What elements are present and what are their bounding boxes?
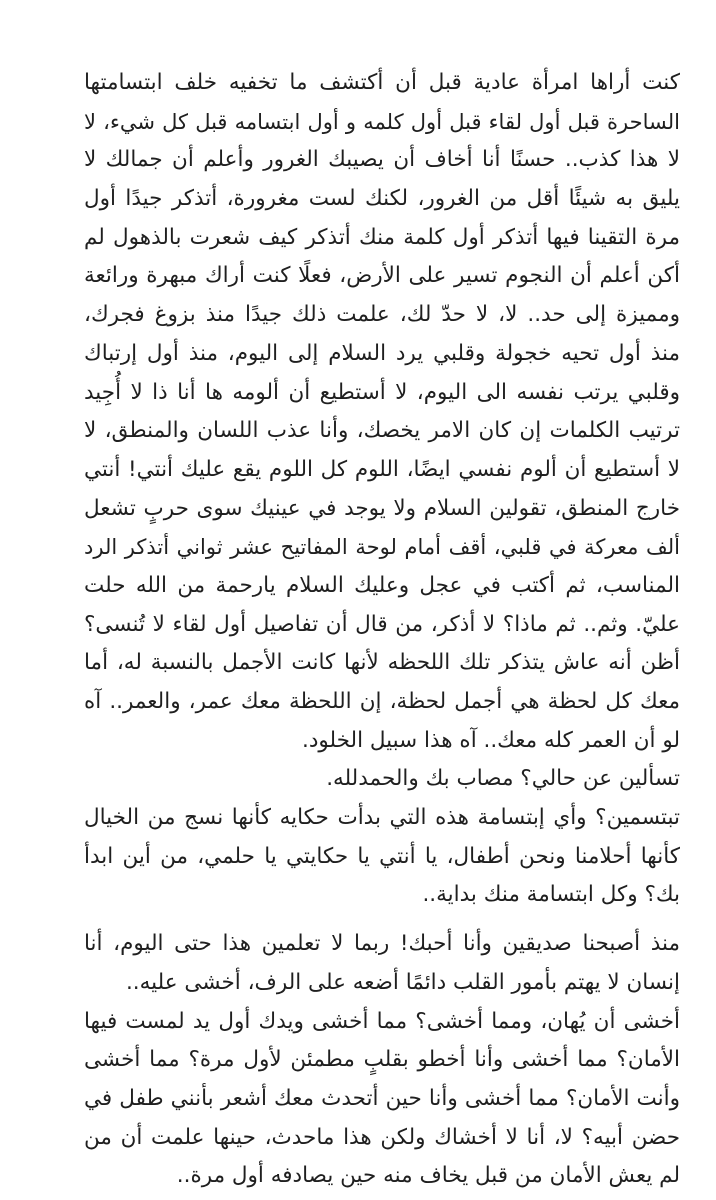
text-line: المناسب، ثم أكتب في عجل وعليك السلام يارحمة من الله حلت — [84, 572, 680, 598]
text-line: تبتسمين؟ وأي إبتسامة هذه التي بدأت حكايه كأنها نسج من الخيال — [84, 805, 680, 831]
text-line: لا هذا كذب.. حسنًا أنا أخاف أن يصيبك الغرور وأعلم أن جمالك لا — [84, 147, 680, 173]
text-line: الأمان؟ مما أخشى وأنا أخطو بقلبٍ مطمئن لأول مرة؟ مما أخشى — [84, 1047, 680, 1073]
text-line: لم يعش الأمان من قبل يخاف منه حين يصادفه أول مرة.. — [176, 1163, 680, 1189]
text-line: كنت أراها امرأة عادية قبل أن أكتشف ما تخفيه خلف ابتسامتها — [84, 70, 680, 95]
text-line: مرة التقينا فيها أتذكر أول كلمة منك أتذكر كيف شعرت بالذهول لم — [84, 224, 680, 250]
text-line: أظن أنه عاش يتذكر تلك اللحظه لأنها كانت الأجمل بالنسبة له، أما — [84, 650, 680, 676]
text-line: يليق به شيئًا أقل من الغرور، لكنك لست مغرورة، أتذكر جيدًا أول — [84, 186, 680, 212]
text-line: عليّ. وثم.. ثم ماذا؟ لا أذكر، من قال أن تفاصيل أول لقاء لا تُنسى؟ — [84, 611, 680, 637]
text-line: إنسان لا يهتم بأمور القلب دائمًا أضعه على الرف، أخشى عليه.. — [125, 969, 680, 995]
text-line: ومميزة إلى حد.. لا، لا حدّ لك، علمت ذلك جيدًا منذ بزوغ فجرك، — [84, 302, 680, 328]
text-line: أخشى أن يُهان، ومما أخشى؟ مما أخشى ويدك أول يد لمست فيها — [84, 1008, 680, 1034]
text-page — [84, 64, 680, 1196]
paragraph-2 — [84, 925, 680, 1196]
text-line: خارج المنطق، تقولين السلام ولا يوجد في عينيك سوى حربٍ تشعل — [84, 495, 680, 521]
text-line: وأنت الأمان؟ مما أخشى وأنا حين أتحدث معك أشعر بأنني طفل في — [84, 1085, 680, 1111]
text-line: وقلبي يرتب نفسه الى اليوم، لا أستطيع أن ألومه ها أنا ذا لا أُجِيد — [84, 379, 680, 405]
text-line: حضن أبيه؟ لا، أنا لا أخشاك ولكن هذا ماحدث، حينها علمت أن من — [84, 1124, 680, 1150]
text-line: الساحرة قبل أول لقاء قبل أول كلمه و أول ابتسامه قبل كل شيء، لا — [84, 109, 680, 134]
text-line: لو أن العمر كله معك.. آه هذا سبيل الخلود. — [302, 727, 680, 753]
text-line: أكن أعلم أن النجوم تسير على الأرض، فعلًا كنت أراك مبهرة ورائعة — [84, 263, 680, 289]
text-line: تسألين عن حالي؟ مصاب بك والحمدلله. — [326, 766, 680, 792]
paragraph-1 — [84, 64, 680, 915]
text-line: ترتيب الكلمات إن كان الامر يخصك، وأنا عذب اللسان والمنطق، لا — [84, 418, 680, 444]
text-line: منذ أصبحنا صديقين وأنا أحبك! ربما لا تعلمين هذا حتى اليوم، أنا — [84, 931, 680, 957]
text-line: ألف معركة في قلبي، أقف أمام لوحة المفاتيح عشر ثواني أتذكر الرد — [84, 535, 680, 560]
text-line: بك؟ وكل ابتسامة منك بداية.. — [422, 882, 680, 908]
text-line: منذ أول تحيه خجولة وقلبي يرد السلام إلى اليوم، منذ أول إرتباك — [84, 340, 680, 366]
text-line: معك كل لحظة هي أجمل لحظة، إن اللحظة معك عمر، والعمر.. آه — [84, 689, 680, 714]
text-line: لا أستطيع أن ألوم نفسي ايضًا، اللوم كل اللوم يقع عليك أنتي! أنتي — [84, 456, 680, 482]
text-line: كأنها أحلامنا ونحن أطفال، يا أنتي يا حكايتي يا حلمي، من أين ابدأ — [84, 843, 680, 869]
